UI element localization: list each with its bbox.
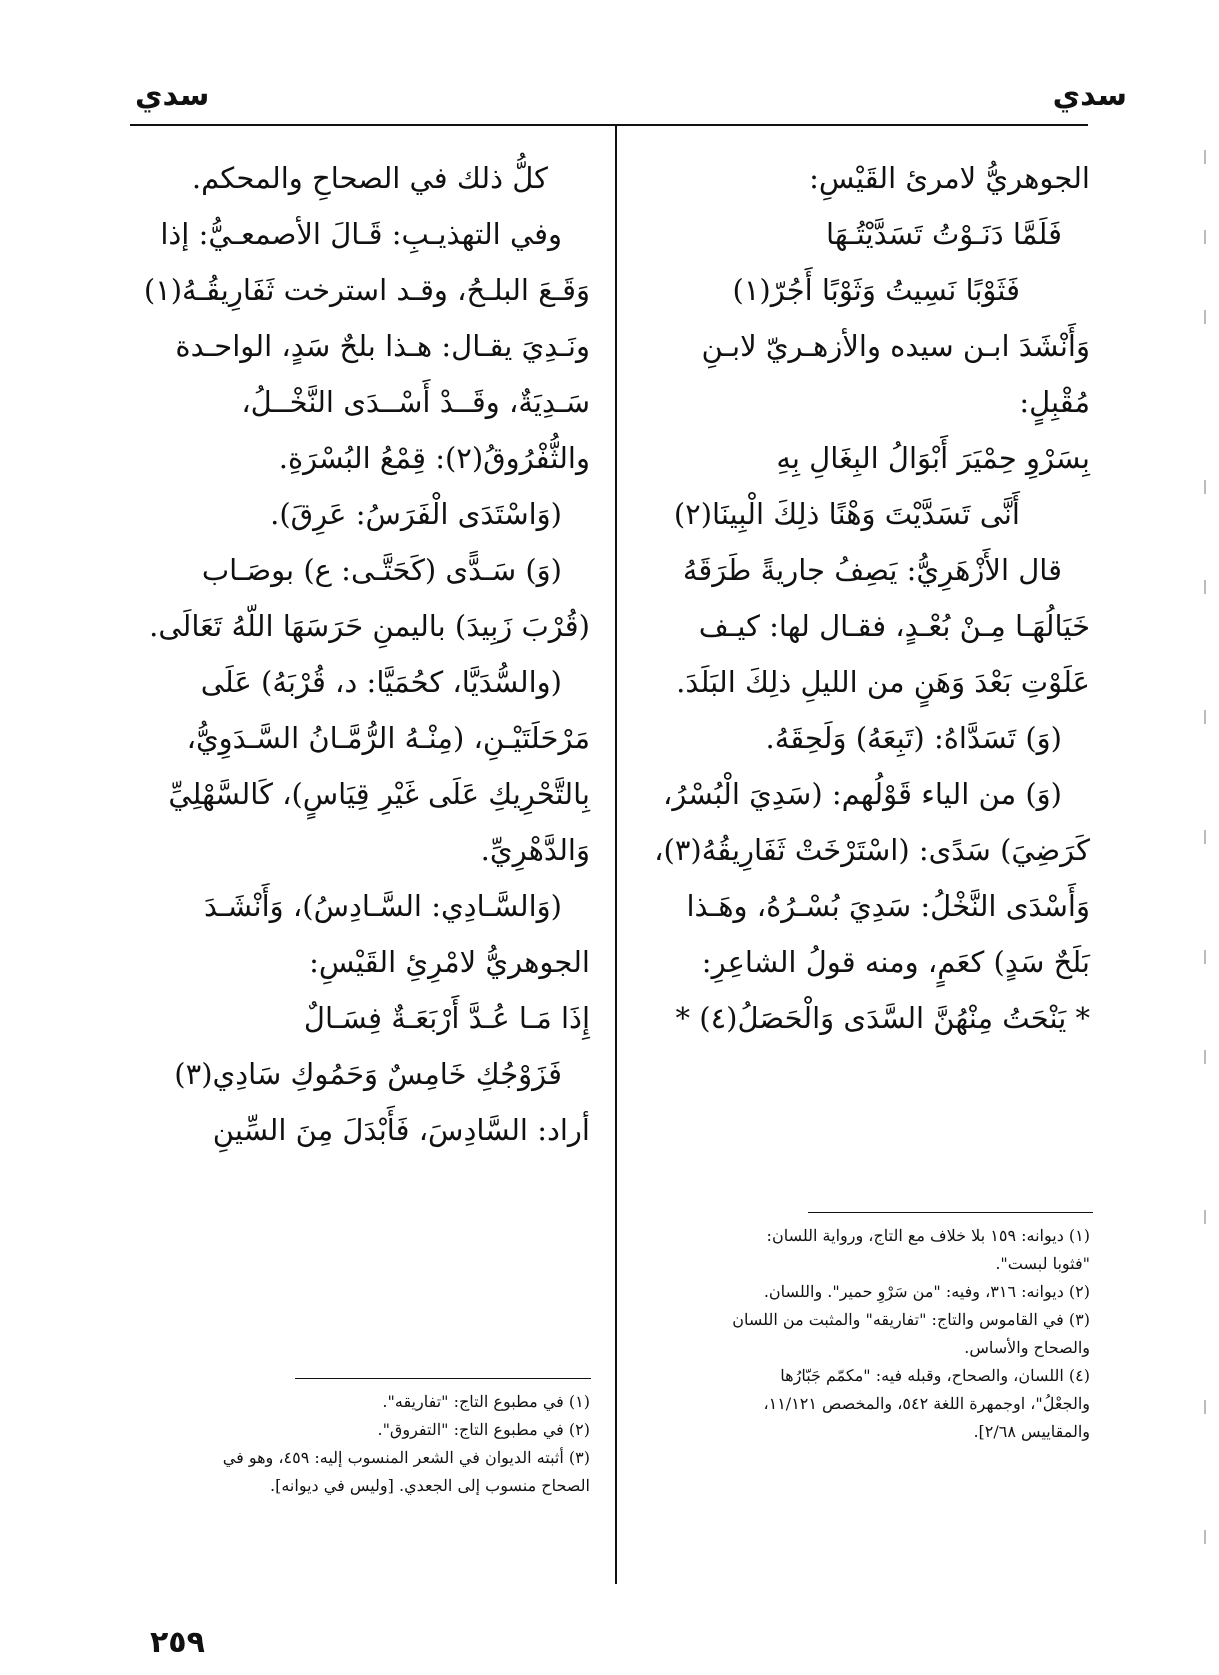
text-line: بِالتَّحْرِيكِ عَلَى غَيْرِ قِيَاسٍ)، كَالسَّهْلِيِّ <box>168 777 590 811</box>
text-line: كلُّ ذلك في الصحاحِ والمحكم. <box>191 161 548 195</box>
text-line: الجوهريُّ لامْرِئِ القَيْسِ: <box>309 945 590 979</box>
footnote-line: والمقاييس ٢/٦٨]. <box>973 1422 1090 1441</box>
text-line: وَقَـعَ البلـحُ، وقـد استرخت ثَفَارِيقُـهُ(١) <box>143 273 590 307</box>
text-line: مَرْحَلَتَيْـنِ، (مِنْـهُ الرُّمَّـانُ السَّـدَوِيُّ، <box>186 721 590 755</box>
text-line: قال الأَزْهَرِيُّ: يَصِفُ جاريةً طَرَقَهُ <box>682 553 1062 587</box>
text-line: وَأَنْشَدَ ابـن سيده والأزهـريّ لابـنِ <box>701 329 1090 363</box>
text-line: (وَ) سَـدًّى (كَحَتَّـى: ع) بوصَـاب <box>201 553 562 587</box>
header-word-left: سدي <box>135 78 210 113</box>
footnote-line: (٣) أثبته الديوان في الشعر المنسوب إليه: ٤٥٩، وهو في <box>222 1448 590 1467</box>
text-line: وَالدَّهْرِيِّ. <box>480 833 590 867</box>
verse-line: أَنَّى تَسَدَّيْتَ وَهْنًا ذلِكَ الْبِينَا(٢) <box>673 497 1020 531</box>
text-line: كَرَضِيَ) سَدًى: (اسْتَرْخَتْ ثَفَارِيقُهُ(٣)، <box>654 833 1090 867</box>
text-line: الجوهريُّ لامرئ القَيْسِ: <box>809 161 1090 195</box>
text-line: وفي التهذيـبِ: قَـالَ الأصمعـيُّ: إذا <box>160 217 562 251</box>
text-line: سَـدِيَةٌ، وقَــدْ أَسْــدَى النَّخْــلُ، <box>241 385 590 419</box>
text-line: وَأَسْدَى النَّخْلُ: سَدِيَ بُسْـرُهُ، وهَـذا <box>686 889 1090 923</box>
text-line: (وَ) من الياء قَوْلُهم: (سَدِيَ الْبُسْرُ، <box>663 777 1062 811</box>
text-line: (وَاسْتَدَى الْفَرَسُ: عَرِقَ). <box>270 497 562 531</box>
footnote-rule-right <box>808 1212 1093 1213</box>
right-footnotes <box>650 1222 1090 1446</box>
footnote-line: (٢) ديوانه: ٣١٦، وفيه: "من سَرْوِ حمير". واللسان. <box>763 1282 1090 1301</box>
text-line: والثُّفْرُوقُ(٢): قِمْعُ البُسْرَةِ. <box>278 441 590 475</box>
left-footnotes <box>132 1388 590 1500</box>
text-line: بَلَحٌ سَدٍ) كعَمٍ، ومنه قولُ الشاعِرِ: <box>701 945 1090 979</box>
text-line: خَيَالُهَـا مِـنْ بُعْـدٍ، فقـال لها: كيـف <box>698 609 1090 643</box>
verse-line: فَلَمَّا دَنَـوْتُ تَسَدَّيْتُـهَا <box>826 217 1062 251</box>
right-column <box>650 150 1090 1046</box>
verse-line: فَزَوْجُكِ خَامِسٌ وَحَمُوكِ سَادِي(٣) <box>174 1057 562 1091</box>
text-line: أراد: السَّادِسَ، فَأَبْدَلَ مِنَ السِّينِ <box>212 1113 590 1147</box>
header-word-right: سدي <box>1052 78 1127 113</box>
verse-line: فَثَوْبًا نَسِيتُ وَثَوْبًا أَجُرّ(١) <box>732 273 1020 307</box>
footnote-line: "فثوبا لبست". <box>995 1254 1090 1273</box>
text-line: مُقْبِلٍ: <box>1019 385 1090 419</box>
footnote-line: (٤) اللسان، والصحاح، وقبله فيه: "مكمّم جَبّارُها <box>780 1366 1090 1385</box>
text-line: ونَـدِيَ يقـال: هـذا بلحٌ سَدٍ، الواحـدة <box>175 329 590 363</box>
text-line: (والسُّدَيَّا، كحُمَيَّا: د، قُرْبَهُ) عَلَى <box>200 665 562 699</box>
text-line: (قُرْبَ زَبِيدَ) باليمنِ حَرَسَهَا اللّهُ تَعَالَى. <box>149 609 590 643</box>
verse-line: * يَنْحَتُ مِنْهُنَّ السَّدَى وَالْحَصَلُ(٤) * <box>675 1001 1090 1035</box>
footnote-rule-left <box>295 1378 591 1379</box>
footnote-line: والصحاح والأساس. <box>964 1338 1090 1357</box>
left-column <box>132 150 590 1158</box>
text-line: عَلَوْتِ بَعْدَ وَهَنٍ من الليلِ ذلِكَ البَلَدَ. <box>676 665 1090 699</box>
page-number: ٢٥٩ <box>150 1625 205 1660</box>
footnote-line: (٣) في القاموس والتاج: "تفاريقه" والمثبت من اللسان <box>732 1310 1090 1329</box>
footnote-line: الصحاح منسوب إلى الجعدي. [وليس في ديوانه]. <box>270 1476 590 1495</box>
verse-line: بِسَرْوِ حِمْيَرَ أَبْوَالُ البِغَالِ بِهِ <box>776 441 1090 475</box>
text-line: (وَ) تَسَدَّاهُ: (تَبِعَهُ) وَلَحِقَهُ. <box>765 721 1062 755</box>
verse-line: إِذَا مَـا عُـدَّ أَرْبَعَـةٌ فِسَـالٌ <box>303 1001 590 1035</box>
text-line: (وَالسَّـادِي: السَّـادِسُ)، وَأَنْشَـدَ <box>203 889 562 923</box>
footnote-line: (٢) في مطبوع التاج: "التفروق". <box>377 1420 590 1439</box>
footnote-line: والجعْلُ"، اوجمهرة اللغة ٥٤٢، والمخصص ١١/١٢١، <box>763 1394 1090 1413</box>
footnote-line: (١) ديوانه: ١٥٩ بلا خلاف مع التاج، ورواية اللسان: <box>766 1226 1090 1245</box>
header-rule <box>130 124 1088 126</box>
margin-scan-marks <box>1204 150 1208 1600</box>
footnote-line: (١) في مطبوع التاج: "تفاريقه". <box>382 1392 590 1411</box>
column-divider <box>615 124 617 1584</box>
